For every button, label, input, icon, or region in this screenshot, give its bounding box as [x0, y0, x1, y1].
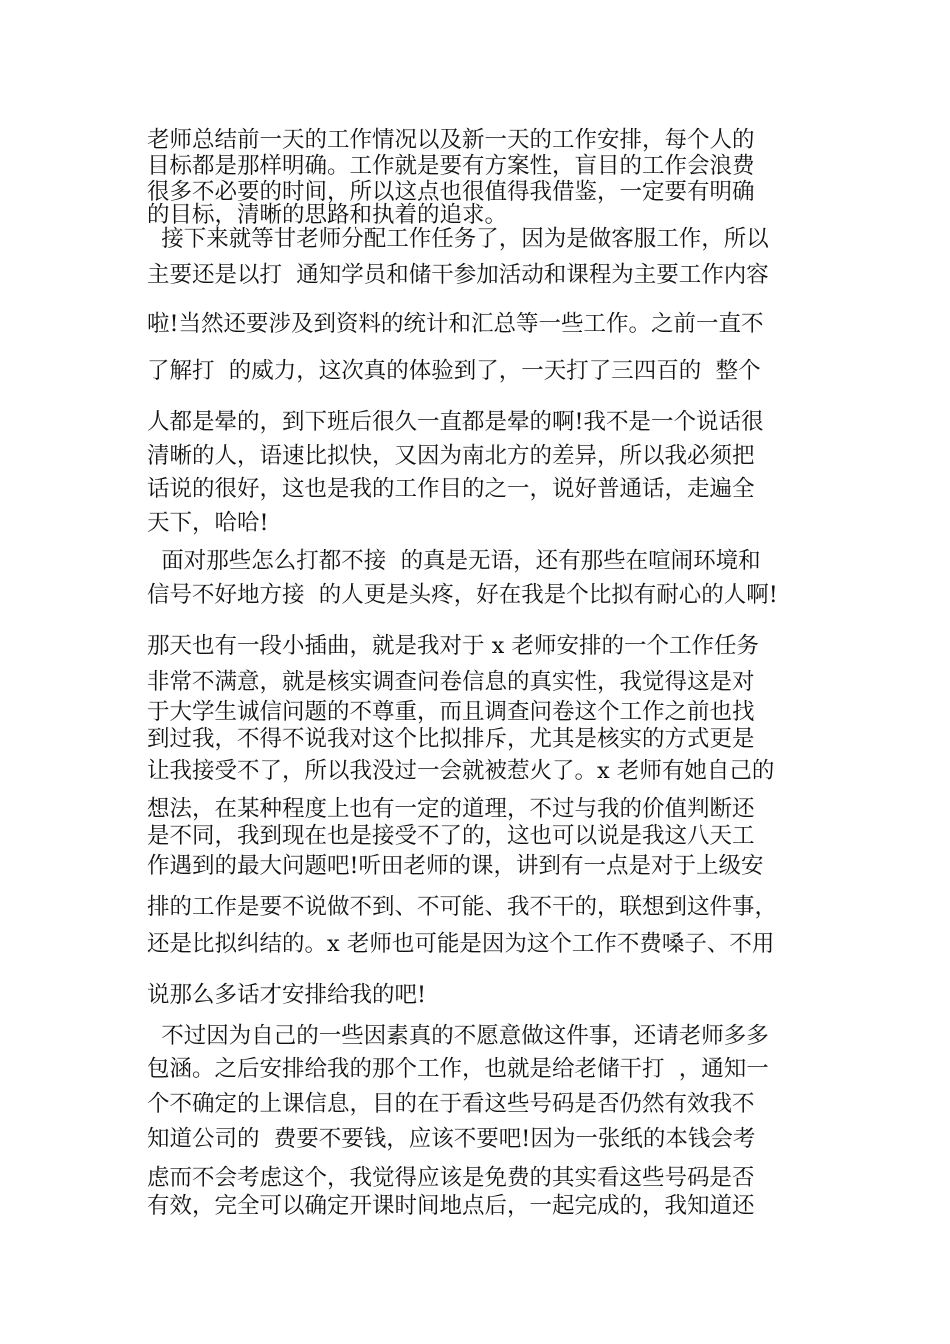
text-line: 知道公司的 费要不要钱，应该不要吧!因为一张纸的本钱会考 — [147, 1126, 756, 1152]
text-line: 让我接受不了，所以我没过一会就被惹火了。x 老师有她自己的 — [147, 758, 775, 784]
text-line: 信号不好地方接 的人更是头疼，好在我是个比拟有耐心的人啊! — [147, 582, 778, 608]
text-line: 包涵。之后安排给我的那个工作，也就是给老储干打 ，通知一 — [147, 1056, 769, 1082]
text-line: 还是比拟纠结的。x 老师也可能是因为这个工作不费嗓子、不用 — [147, 931, 775, 957]
text-line: 很多不必要的时间，所以这点也很值得我借鉴，一定要有明确 — [147, 179, 755, 205]
text-line: 清晰的人，语速比拟快，又因为南北方的差异，所以我必须把 — [147, 443, 755, 469]
text-line: 那天也有一段小插曲，就是我对于 x 老师安排的一个工作任务 — [147, 633, 759, 659]
text-line: 天下，哈哈! — [147, 510, 269, 536]
text-line: 到过我，不得不说我对这个比拟排斥，尤其是核实的方式更是 — [147, 726, 755, 752]
text-line: 的目标，清晰的思路和执着的追求。 — [147, 202, 508, 228]
text-line: 排的工作是要不说做不到、不可能、我不干的，联想到这件事， — [147, 894, 778, 920]
text-line: 人都是晕的，到下班后很久一直都是晕的啊!我不是一个说话很 — [147, 409, 764, 435]
text-line: 啦!当然还要涉及到资料的统计和汇总等一些工作。之前一直不 — [147, 311, 764, 337]
text-line: 是不同，我到现在也是接受不了的，这也可以说是我这八天工 — [147, 823, 755, 849]
text-line: 不过因为自己的一些因素真的不愿意做这件事，还请老师多多 — [147, 1023, 769, 1049]
text-line: 目标都是那样明确。工作就是要有方案性，盲目的工作会浪费 — [147, 153, 755, 179]
text-line: 作遇到的最大问题吧!听田老师的课，讲到有一点是对于上级安 — [147, 853, 764, 879]
text-line: 非常不满意，就是核实调查问卷信息的真实性，我觉得这是对 — [147, 669, 755, 695]
text-line: 于大学生诚信问题的不尊重，而且调查问卷这个工作之前也找 — [147, 699, 755, 725]
text-line: 面对那些怎么打都不接 的真是无语，还有那些在喧闹环境和 — [147, 548, 761, 574]
text-line: 主要还是以打 通知学员和储干参加活动和课程为主要工作内容 — [147, 262, 769, 288]
text-line: 老师总结前一天的工作情况以及新一天的工作安排，每个人的 — [147, 127, 755, 153]
text-line: 个不确定的上课信息，目的在于看这些号码是否仍然有效我不 — [147, 1091, 755, 1117]
text-line: 话说的很好，这也是我的工作目的之一，说好普通话，走遍全 — [147, 476, 755, 502]
text-line: 说那么多话才安排给我的吧! — [147, 982, 427, 1008]
text-line: 虑而不会考虑这个，我觉得应该是免费的其实看这些号码是否 — [147, 1165, 755, 1191]
text-line: 接下来就等甘老师分配工作任务了，因为是做客服工作，所以 — [147, 226, 769, 252]
text-line: 了解打 的威力，这次真的体验到了，一天打了三四百的 整个 — [147, 358, 761, 384]
text-line: 想法，在某种程度上也有一定的道理，不过与我的价值判断还 — [147, 796, 755, 822]
text-line: 有效，完全可以确定开课时间地点后，一起完成的，我知道还 — [147, 1193, 755, 1219]
